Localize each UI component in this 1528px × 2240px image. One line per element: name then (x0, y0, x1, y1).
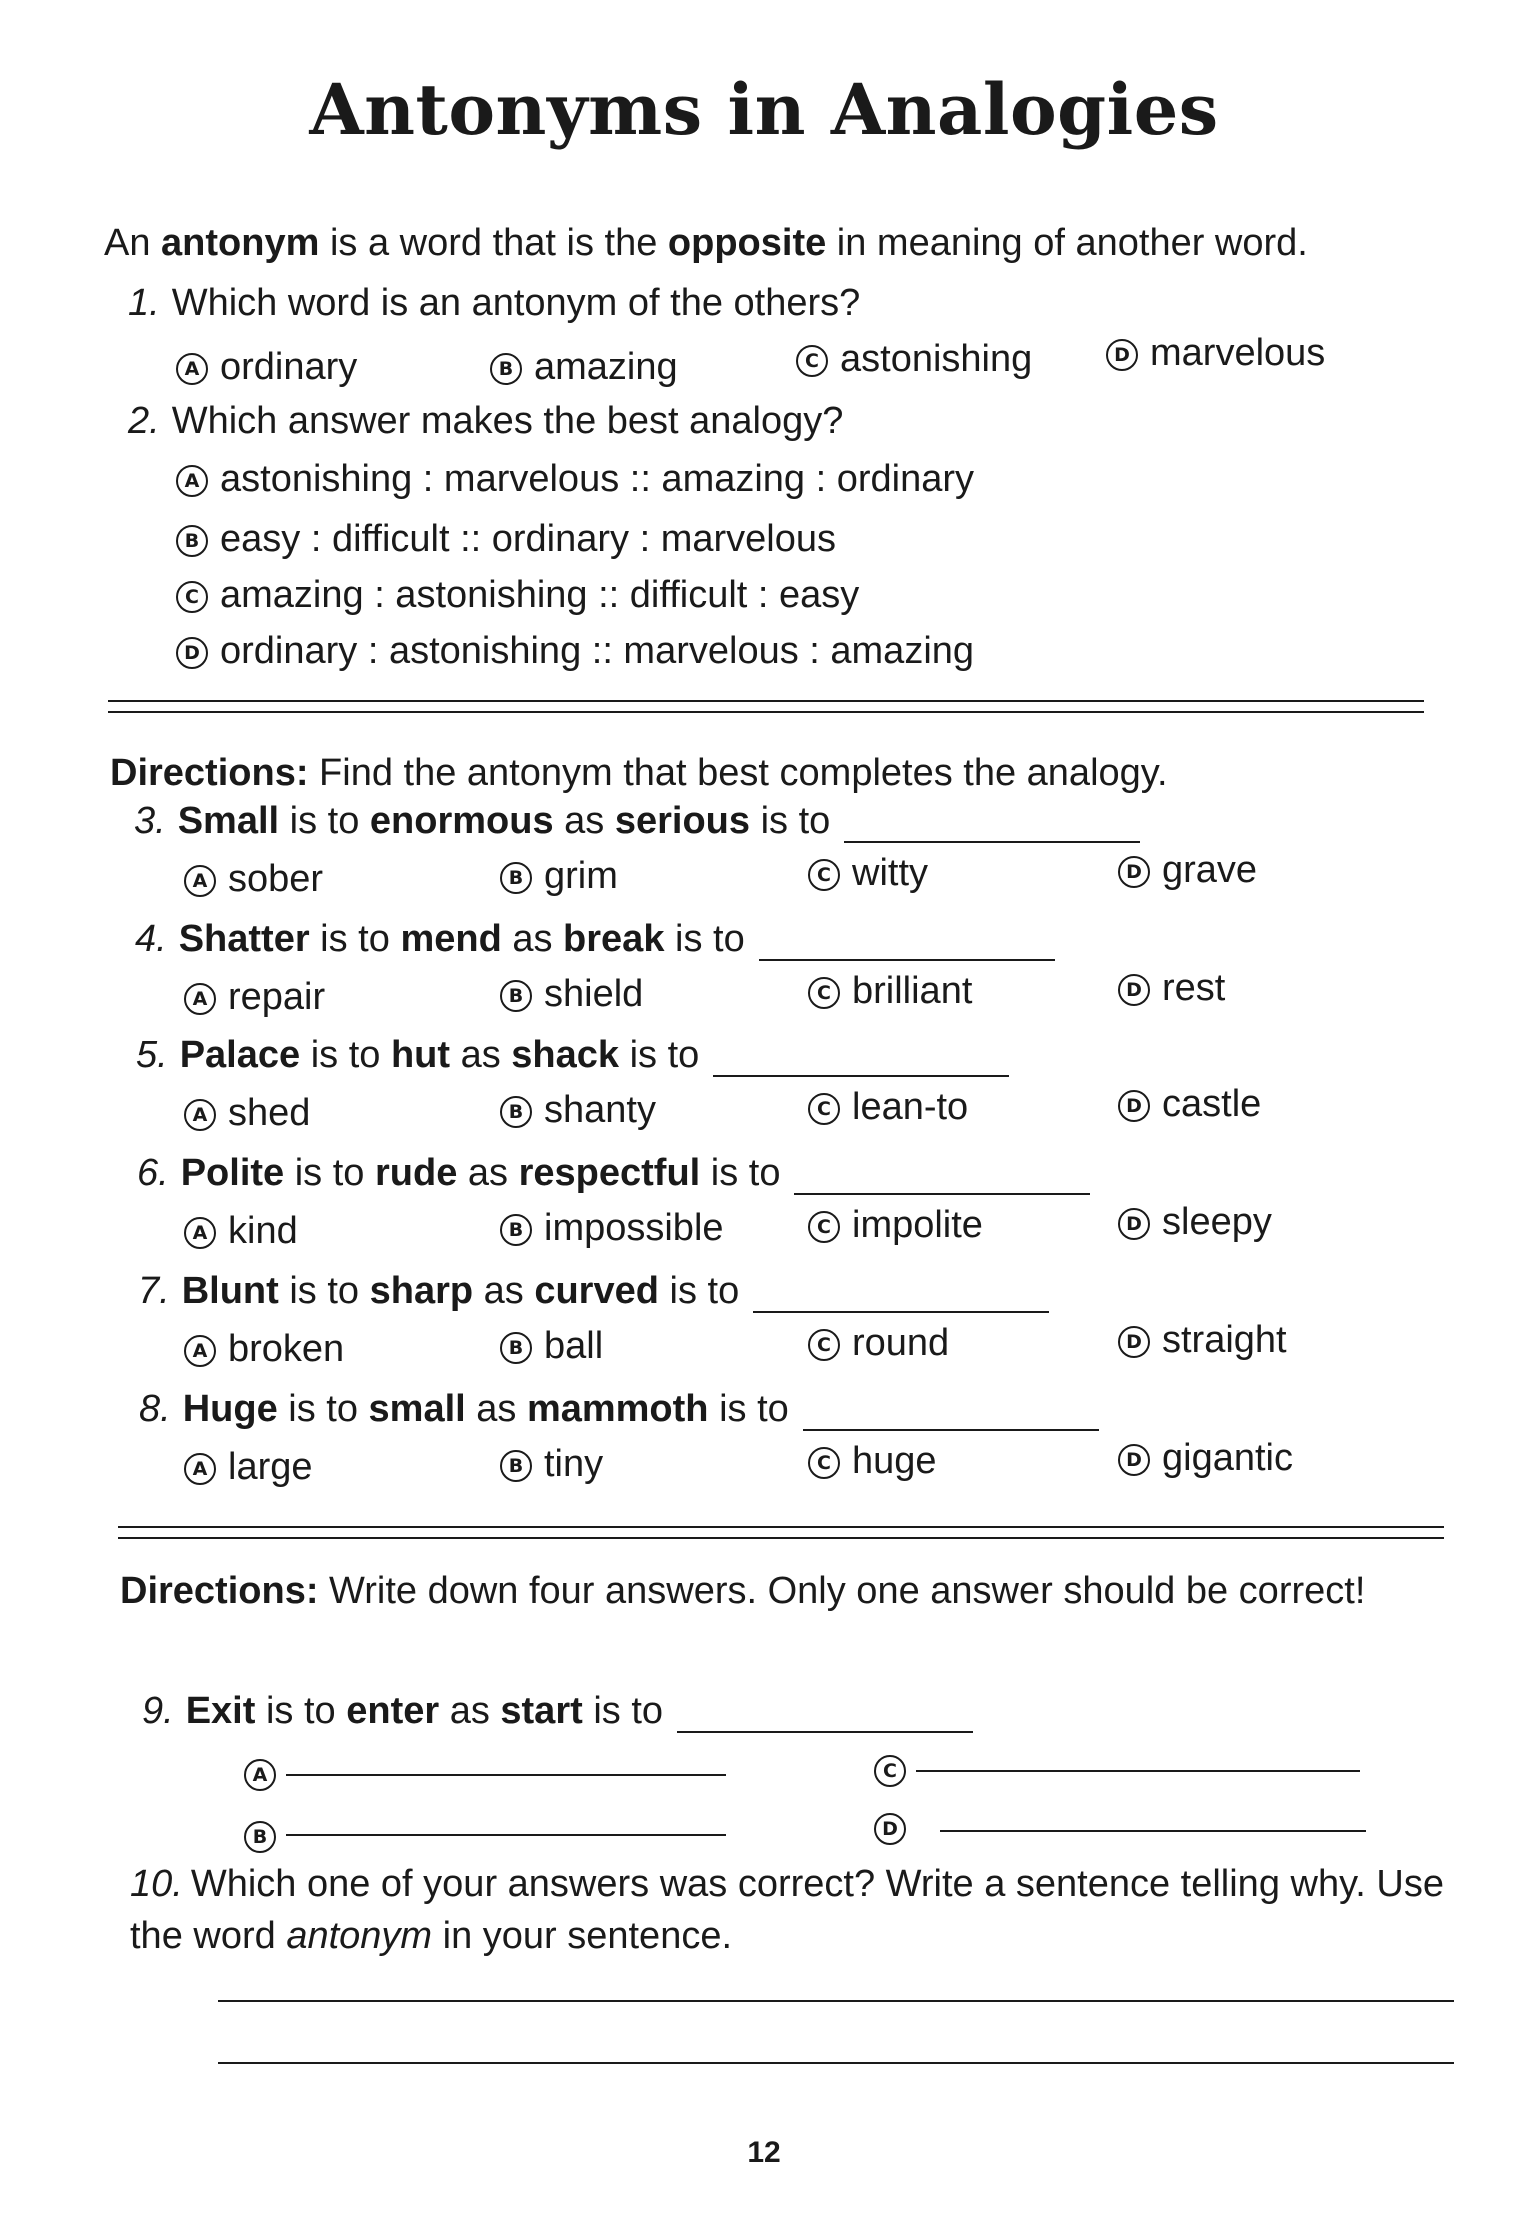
option-letter-icon: B (500, 1332, 532, 1364)
option-letter-icon: C (808, 1329, 840, 1361)
q3-option-a[interactable]: A sober (184, 858, 323, 901)
question-7: 7. Blunt is to sharp as curved is to (138, 1270, 1049, 1313)
q9-answer-c (874, 1748, 918, 1791)
q4-option-b[interactable]: B shield (500, 973, 643, 1016)
option-letter-icon: D (1118, 1444, 1150, 1476)
q6-option-c[interactable]: C impolite (808, 1204, 983, 1247)
q3-option-b[interactable]: B grim (500, 855, 618, 898)
answer-blank[interactable] (844, 811, 1140, 843)
q7-option-d[interactable]: D straight (1118, 1319, 1287, 1362)
question-4: 4. Shatter is to mend as break is to (135, 918, 1055, 961)
answer-blank[interactable] (803, 1399, 1099, 1431)
q10-answer-line-2[interactable] (218, 2062, 1454, 2064)
option-letter-icon: B (500, 980, 532, 1012)
option-letter-icon: B (176, 525, 208, 557)
q2-option-a[interactable]: A astonishing : marvelous :: amazing : ordinary (176, 458, 974, 501)
answer-blank[interactable] (713, 1045, 1009, 1077)
q8-option-c[interactable]: C huge (808, 1440, 937, 1483)
question-1: 1. Which word is an antonym of the others? (128, 282, 861, 324)
question-6: 6. Polite is to rude as respectful is to (137, 1152, 1090, 1195)
option-letter-icon: D (1118, 1208, 1150, 1240)
q9-answer-a (244, 1752, 288, 1795)
q8-option-a[interactable]: A large (184, 1446, 313, 1489)
q7-option-b[interactable]: B ball (500, 1325, 603, 1368)
q7-option-c[interactable]: C round (808, 1322, 949, 1365)
question-2: 2. Which answer makes the best analogy? (128, 400, 844, 442)
option-letter-icon: C (874, 1755, 906, 1787)
q2-option-d[interactable]: D ordinary : astonishing :: marvelous : amazing (176, 630, 974, 673)
q8-option-b[interactable]: B tiny (500, 1443, 603, 1486)
q9-answer-b-line[interactable] (286, 1834, 726, 1836)
page-number: 12 (747, 2136, 781, 2169)
option-letter-icon: D (1118, 974, 1150, 1006)
page-title: Antonyms in Analogies (309, 68, 1219, 151)
option-letter-icon: D (1118, 856, 1150, 888)
section-divider (108, 700, 1424, 713)
q4-option-d[interactable]: D rest (1118, 967, 1225, 1010)
option-letter-icon: A (184, 1099, 216, 1131)
directions-1: Directions: Find the antonym that best completes the analogy. (110, 752, 1168, 794)
option-letter-icon: A (176, 353, 208, 385)
q9-answer-a-line[interactable] (286, 1774, 726, 1776)
section-divider (118, 1526, 1444, 1539)
question-8: 8. Huge is to small as mammoth is to (139, 1388, 1099, 1431)
q9-answer-d-line[interactable] (940, 1830, 1366, 1832)
option-letter-icon: A (244, 1759, 276, 1791)
q9-answer-c-line[interactable] (916, 1770, 1360, 1772)
q1-option-a[interactable]: A ordinary (176, 346, 357, 389)
q2-option-c[interactable]: C amazing : astonishing :: difficult : easy (176, 574, 859, 617)
q1-option-b[interactable]: B amazing (490, 346, 678, 389)
option-letter-icon: B (500, 1214, 532, 1246)
q4-option-c[interactable]: C brilliant (808, 970, 972, 1013)
q1-option-d[interactable]: D marvelous (1106, 332, 1325, 375)
q9-answer-b (244, 1814, 288, 1857)
option-letter-icon: A (184, 1335, 216, 1367)
q5-option-d[interactable]: D castle (1118, 1083, 1261, 1126)
q5-option-b[interactable]: B shanty (500, 1089, 656, 1132)
option-letter-icon: A (184, 865, 216, 897)
directions-2: Directions: Write down four answers. Only one answer should be correct! (120, 1570, 1366, 1612)
option-letter-icon: D (1106, 339, 1138, 371)
option-letter-icon: D (176, 637, 208, 669)
q6-option-a[interactable]: A kind (184, 1210, 298, 1253)
option-letter-icon: C (176, 581, 208, 613)
option-letter-icon: B (244, 1821, 276, 1853)
q1-option-c[interactable]: C astonishing (796, 338, 1032, 381)
option-letter-icon: C (796, 345, 828, 377)
option-letter-icon: B (500, 1450, 532, 1482)
q3-option-c[interactable]: C witty (808, 852, 928, 895)
option-letter-icon: D (1118, 1090, 1150, 1122)
option-letter-icon: C (808, 1447, 840, 1479)
option-letter-icon: A (184, 983, 216, 1015)
option-letter-icon: A (184, 1217, 216, 1249)
question-9: 9. Exit is to enter as start is to (142, 1690, 973, 1733)
option-letter-icon: A (184, 1453, 216, 1485)
option-letter-icon: C (808, 1093, 840, 1125)
intro-definition: An antonym is a word that is the opposite in meaning of another word. (104, 222, 1308, 264)
answer-blank[interactable] (759, 929, 1055, 961)
option-letter-icon: D (1118, 1326, 1150, 1358)
q4-option-a[interactable]: A repair (184, 976, 325, 1019)
answer-blank[interactable] (753, 1281, 1049, 1313)
q6-option-d[interactable]: D sleepy (1118, 1201, 1272, 1244)
option-letter-icon: C (808, 1211, 840, 1243)
q7-option-a[interactable]: A broken (184, 1328, 344, 1371)
option-letter-icon: B (500, 1096, 532, 1128)
option-letter-icon: C (808, 859, 840, 891)
q6-option-b[interactable]: B impossible (500, 1207, 724, 1250)
question-3: 3. Small is to enormous as serious is to (134, 800, 1140, 843)
option-letter-icon: B (500, 862, 532, 894)
option-letter-icon: D (874, 1813, 906, 1845)
q5-option-c[interactable]: C lean-to (808, 1086, 968, 1129)
q5-option-a[interactable]: A shed (184, 1092, 310, 1135)
q10-answer-line-1[interactable] (218, 2000, 1454, 2002)
q8-option-d[interactable]: D gigantic (1118, 1437, 1293, 1480)
q2-option-b[interactable]: B easy : difficult :: ordinary : marvelous (176, 518, 836, 561)
answer-blank[interactable] (794, 1163, 1090, 1195)
option-letter-icon: C (808, 977, 840, 1009)
q9-answer-d (874, 1806, 918, 1849)
option-letter-icon: B (490, 353, 522, 385)
q3-option-d[interactable]: D grave (1118, 849, 1257, 892)
answer-blank[interactable] (677, 1701, 973, 1733)
question-5: 5. Palace is to hut as shack is to (136, 1034, 1009, 1077)
option-letter-icon: A (176, 465, 208, 497)
question-10: 10. Which one of your answers was correct? Write a sentence telling why. Use the word antonym in your sentence. (130, 1863, 1444, 1957)
